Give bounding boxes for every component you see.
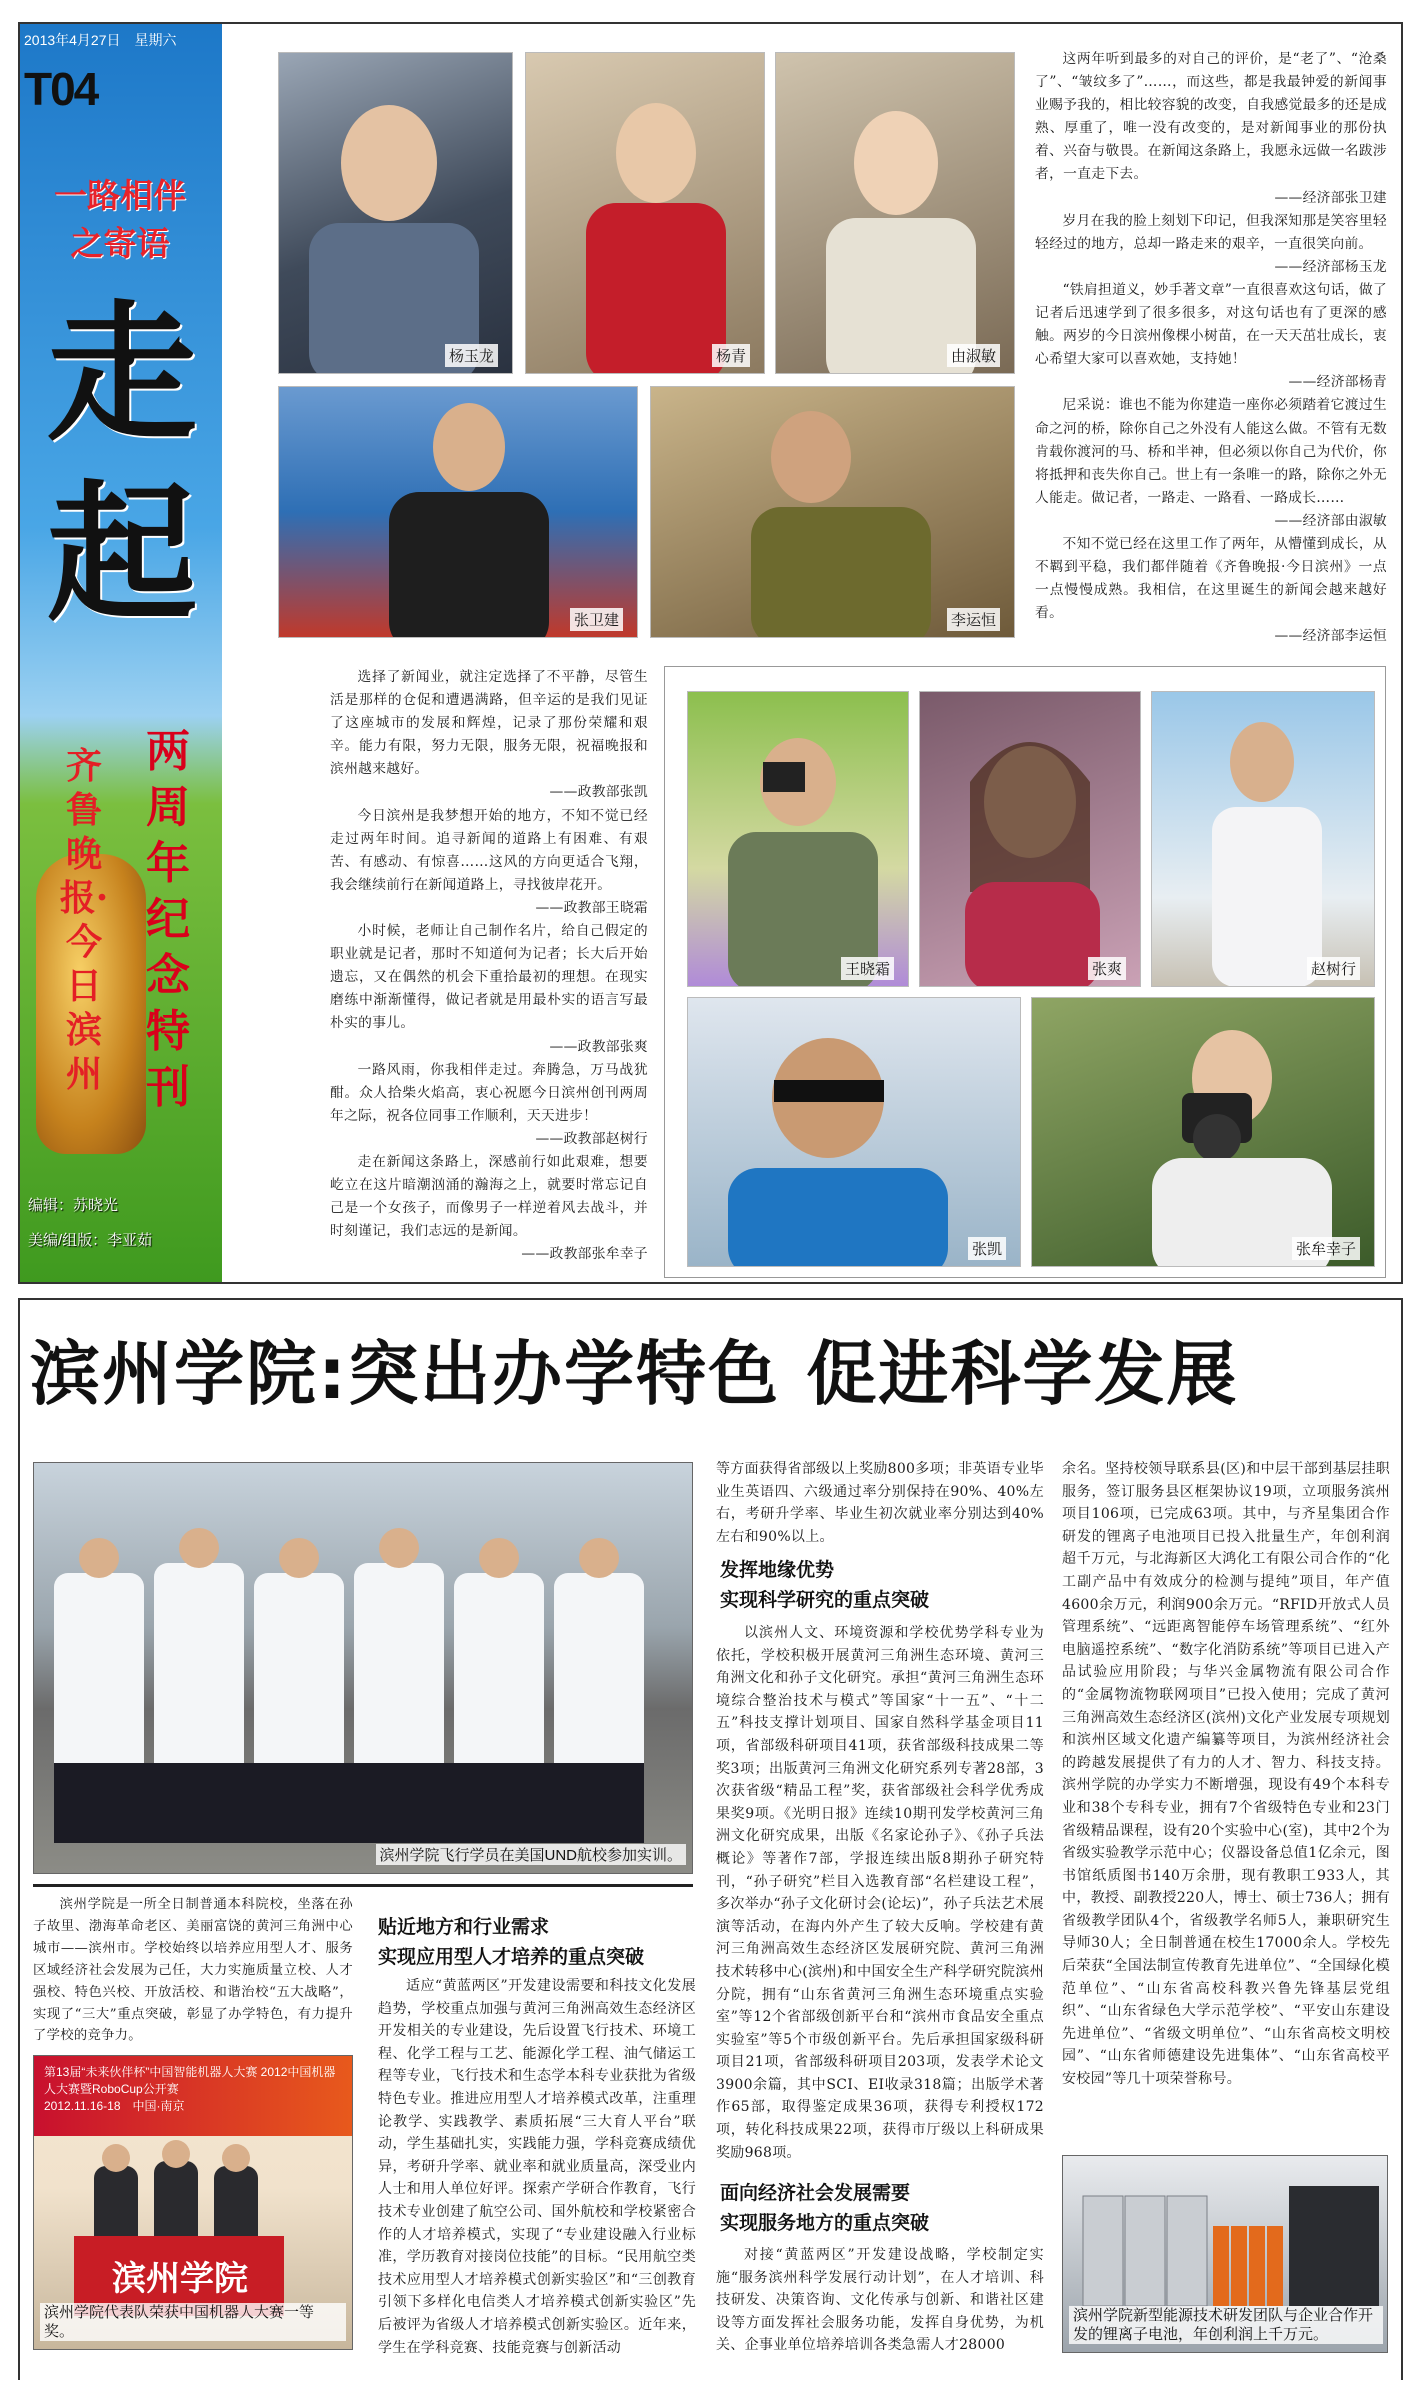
section2-subheading: 实现科学研究的重点突破 <box>720 1589 930 1611</box>
portrait-photo <box>775 52 1015 374</box>
photo-caption: 滨州学院飞行学员在美国UND航校参加实训。 <box>376 1844 687 1865</box>
section2-intro <box>716 1458 1044 1548</box>
camera-person-icon <box>688 692 909 987</box>
person-silhouette-icon <box>776 53 1015 374</box>
photo-caption: 赵树行 <box>1307 957 1360 980</box>
sidebar-subtitle-line1: 一路相伴 <box>54 176 186 215</box>
right-quote-text: “铁肩担道义，妙手著文章”一直很喜欢这句话，做了记者后迅速学到了很多很多，对这句话也有了更深的感触。两岁的今日滨州像棵小树苗，在一天天茁壮成长，衷心希望大家可以喜欢她，支持她！ <box>1035 281 1387 368</box>
photo-caption: 张爽 <box>1088 957 1126 980</box>
sidebar-big-char-1: 走 <box>46 286 197 462</box>
middle-quote-text: 一路风雨，你我相伴走过。奔腾急，万马战犹酣。众人拾柴火焰高，衷心祝愿今日滨州创刊两周年之际，祝各位同事工作顺利，天天进步！ <box>330 1061 648 1124</box>
gallery-photo <box>1151 691 1375 987</box>
middle-quote-text: 选择了新闻业，就注定选择了不平静，尽管生活是那样的仓促和遭遇满路，但辛运的是我们见证了这座城市的发展和辉煌，记录了那份荣耀和艰辛。能力有限，努力无限，服务无限，祝福晚报和滨州越来越好。 <box>330 669 648 778</box>
section1-subheading: 实现应用型人才培养的重点突破 <box>378 1946 645 1968</box>
right-quote-text: 这两年听到最多的对自己的评价，是“老了”、“沧桑了”、“皱纹多了”……，而这些，都是我最钟爱的新闻事业赐予我的，相比较容貌的改变，自我感觉最多的还是成熟、厚重了，唯一没有改变的，是对新闻事业的那份执着、兴奋与敬畏。在新闻这条路上，我愿永远做一名跋涉者，一直走下去。 <box>1035 51 1387 183</box>
gallery-photo <box>687 997 1021 1267</box>
right-quote-signature: ——经济部李运恒 <box>1274 628 1387 645</box>
banner-date: 2012.11.16-18 中国·南京 <box>44 2099 185 2113</box>
middle-quote-signature: ——政教部张凯 <box>549 784 648 801</box>
section1-body <box>378 1975 696 2359</box>
right-quote-signature: ——经济部由淑敏 <box>1274 512 1387 529</box>
portrait-photo <box>525 52 765 374</box>
section3-text: 对接“黄蓝两区”开发建设战略，学校制定实施“服务滨州科学发展行动计划”，在人才培训、科技研发、决策咨询、文化传承与创新、和谐社区建设等方面发挥社会服务功能，发挥自身优势，为机关、企事业单位培养培训各类急需人才28000 <box>716 2247 1044 2354</box>
contest-banner <box>34 2056 353 2136</box>
person-silhouette-icon <box>651 387 1015 638</box>
gallery-photo <box>919 691 1141 987</box>
right-quote-signature: ——经济部杨青 <box>1288 374 1387 391</box>
section2-heading: 发挥地缘优势 <box>720 1559 835 1581</box>
section4-text: 余名。坚持校领导联系县(区)和中层干部到基层挂职服务，签订服务县区框架协议19项，立项服务滨州项目106项，已完成63项。其中，与齐星集团合作研发的锂离子电池项目已投入批量生产，年创利润超千万元，与北海新区大鸿化工有限公司合作的“化工副产品中有效成分的检测与提纯”项目，年产值4600余万元，利润900余万元。“RFID开放式人员管理系统”、“远距离智能停车场管理系统”、“红外电脑遥控系统”、“数字化消防系统”等项目已进入产品试验应用阶段；与华兴金属物流有限公司合作的“金属物流物联网项目”已投入使用；完成了黄河三角洲高效生态经济区(滨州)文化产业发展专项规划和滨州区域文化遗产编纂等项目，为滨州经济社会的跨越发展提供了有力的人才、智力、科技支持。滨州学院的办学实力不断增强，现设有49个本科专业和38个专科专业，拥有7个省级特色专业和23门省级精品课程，设有20个实验中心(室)，其中2个为省级实验教学示范中心；仪器设备总值1亿余元，图书馆纸质图书140万余册，现有教职工933人，其中，教授、副教授220人，博士、硕士736人；拥有省级教学团队4个，省级教学名师5人，兼职研究生导师30人；全日制普通在校生17000余人。学校先后荣获“全国法制宣传教育先进单位”、“全国绿化模范单位”、“山东省高校科教兴鲁先锋基层党组织”、“山东省绿色大学示范学校”、“平安山东建设先进单位”、“省级文明单位”、“山东省高校文明校园”、“山东省师德建设先进集体”、“山东省高校平安校园”等几十项荣誉称号。 <box>1062 1461 1390 2088</box>
photo-caption: 杨玉龙 <box>445 344 498 367</box>
designer-credit: 美编/组版：李亚茹 <box>28 1232 153 1249</box>
section2-text: 以滨州人文、环境资源和学校优势学科专业为依托，学校积极开展黄河三角洲生态环境、黄河三角洲文化和孙子文化研究。承担“黄河三角洲生态环境综合整治技术与模式”等国家“十一五”、“十二五”科技支撑计划项目、国家自然科学基金项目11项，省部级科研项目41项，获省部级科技成果二等奖3项；出版黄河三角洲文化研究系列专著28部，3次获省级“精品工程”奖，获省部级社会科学优秀成果奖9项。《光明日报》连续10期刊发学校黄河三角洲文化研究成果，出版《名家论孙子》、《孙子兵法概论》等著作7部，学报连续出版8期孙子研究特刊，“孙子研究”栏目入选教育部“名栏建设工程”，多次举办“孙子文化研讨会(论坛)”，孙子兵法艺术展演等活动，在海内外产生了较大反响。学校建有黄河三角洲高效生态经济区发展研究院、黄河三角洲技术转移中心(滨州)和中国安全生产科学研究院滨州分院，拥有“山东省黄河三角洲生态环境重点实验室”等12个省部级创新平台和“滨州市食品安全重点实验室”等5个市级创新平台。先后承担国家级科研项目21项，省部级科研项目203项，发表学术论文3900余篇，其中SCI、EI收录318篇；出版学术著作65部，取得鉴定成果36项，获得专利授权172项，转化科技成果22项，获得市厅级以上科研成果奖励968项。 <box>716 1625 1044 2161</box>
portrait-photo <box>278 52 513 374</box>
portrait-photo <box>278 386 638 638</box>
pilot-students-photo <box>33 1462 693 1874</box>
middle-quotes-column <box>330 666 648 1266</box>
photo-caption: 张凯 <box>968 1237 1006 1260</box>
section3-body <box>716 2244 1044 2357</box>
middle-quote-text: 小时候，老师让自己制作名片，给自己假定的职业就是记者，那时不知道何为记者；长大后开始遗忘，又在偶然的机会下重拾最初的理想。在现实磨练中渐渐懂得，做记者就是用最朴实的语言写最朴实的事儿。 <box>330 923 648 1032</box>
group-photo-graphic <box>34 1463 693 1874</box>
photo-caption: 滨州学院新型能源技术研发团队与企业合作开发的锂离子电池，年创利润上千万元。 <box>1069 2306 1383 2344</box>
team-flag-text: 滨州学院 <box>112 2259 248 2299</box>
photo-caption: 张卫建 <box>570 608 623 631</box>
section1-text: 适应“黄蓝两区”开发建设需要和科技文化发展趋势，学校重点加强与黄河三角洲高效生态经济区开发相关的专业建设，先后设置飞行技术、环境工程、化学工程与工艺、能源化学工程、油气储运工程等专业，飞行技术和生态学本科专业获批为省级特色专业。推进应用型人才培养模式改革，注重理论教学、实践教学、素质拓展“三大育人平台”联动，学生基础扎实，实践能力强，学科竞赛成绩优异，考研升学率、就业率和就业质量高，深受业内人士和用人单位好评。探索产学研合作教育，飞行技术专业创建了航空公司、国外航校和学校紧密合作的人才培养模式，实现了“专业建设融入行业标准，学历教育对接岗位技能”的目标。“民用航空类技术应用型人才培养模式创新实验区”和“三创教育引领下多样化电信类人才培养模式创新实验区”先后被评为省级人才培养模式创新实验区。近年来，学生在学科竞赛、技能竞赛与创新活动 <box>378 1978 696 2356</box>
person-silhouette-icon <box>920 692 1141 987</box>
right-quote-signature: ——经济部张卫建 <box>1274 189 1387 206</box>
middle-quote-text: 走在新闻这条路上，深感前行如此艰难，想要屹立在这片暗潮汹涌的瀚海之上，就要时常忘记自己是一个女孩子，而像男子一样逆着风去战斗，并时刻谨记，我们志远的是新闻。 <box>330 1153 648 1240</box>
right-quotes-column <box>1035 48 1387 648</box>
photo-gallery <box>664 666 1386 1278</box>
right-quote-text: 不知不觉已经在这里工作了两年，从懵懂到成长，从不羁到平稳，我们都伴随着《齐鲁晚报·今日滨州》一点一点慢慢成熟。我相信，在这里诞生的新闻会越来越好看。 <box>1035 535 1387 622</box>
section2-intro-text: 等方面获得省部级以上奖励800多项；非英语专业毕业生英语四、六级通过率分别保持在90%、40%左右，考研升学率、毕业生初次就业率分别达到40%左右和90%以上。 <box>716 1461 1044 1545</box>
editor-credit: 编辑：苏晓光 <box>28 1197 119 1214</box>
issue-date: 2013年4月27日 星期六 <box>24 32 177 48</box>
page-number: T04 <box>24 63 98 115</box>
middle-quote-text: 今日滨州是我梦想开始的地方，不知不觉已经走过两年时间。追寻新闻的道路上有困难、有艰苦、有感动、有惊喜……这风的方向更适合飞翔，我会继续前行在新闻道路上，寻找彼岸花开。 <box>330 807 648 893</box>
portrait-photo <box>650 386 1015 638</box>
person-silhouette-icon <box>526 53 765 374</box>
middle-quote-signature: ——政教部张爽 <box>549 1038 648 1055</box>
middle-quote-signature: ——政教部赵树行 <box>535 1130 648 1147</box>
section4-body <box>1062 1458 1390 2091</box>
newspaper-brand-logo: 齐鲁晚报·今日滨州 <box>59 745 109 1095</box>
gallery-photo <box>1031 997 1375 1267</box>
right-quote-signature: ——经济部杨玉龙 <box>1274 258 1387 275</box>
person-silhouette-icon <box>279 387 638 638</box>
section2-body <box>716 1622 1044 2164</box>
middle-quote-signature: ——政教部张牟幸子 <box>521 1246 648 1263</box>
divider <box>33 1884 693 1887</box>
right-quote-text: 岁月在我的脸上刻划下印记，但我深知那是笑容里轻轻经过的地方，总却一路走来的艰辛，一直很笑向前。 <box>1035 212 1387 252</box>
camera-person-icon <box>1032 998 1375 1267</box>
section3-heading: 面向经济社会发展需要 <box>720 2182 911 2204</box>
photo-caption: 杨青 <box>712 344 750 367</box>
person-silhouette-icon <box>279 53 513 374</box>
photo-caption: 李运恒 <box>947 608 1000 631</box>
sidebar-subtitle-line2: 之寄语 <box>70 224 170 263</box>
photo-caption: 由淑敏 <box>947 344 1000 367</box>
banner-text: 第13届“未来伙伴杯”中国智能机器人大赛 2012中国机器人大赛暨RoboCup公开赛 <box>44 2065 336 2096</box>
right-quote-text: 尼采说：谁也不能为你建造一座你必须踏着它渡过生命之河的桥，除你自己之外没有人能这么做。不管有无数肯载你渡河的马、桥和半神，但必须以你自己为代价，你将抵押和丧失你自己。世上有一条唯一的路，除你之外无人能走。做记者，一路走、一路看、一路成长…… <box>1035 397 1387 506</box>
person-silhouette-icon <box>688 998 1021 1267</box>
photo-caption: 王晓霜 <box>841 957 894 980</box>
lead-text: 滨州学院是一所全日制普通本科院校，坐落在孙子故里、渤海革命老区、美丽富饶的黄河三角洲中心城市——滨州市。学校始终以培养应用型人才、服务区域经济社会发展为己任，大力实施质量立校、人才强校、特色兴校、开放活校、和谐治校“五大战略”，实现了“三大”重点突破，彰显了办学特色，有力提升了学校的竞争力。 <box>33 1897 353 2044</box>
article-headline: 滨州学院:突出办学特色 促进科学发展 <box>30 1333 1239 1415</box>
section3-subheading: 实现服务地方的重点突破 <box>720 2212 930 2234</box>
anniversary-title: 两周年纪念特刊 <box>146 726 190 1113</box>
section1-heading: 贴近地方和行业需求 <box>378 1916 550 1938</box>
gallery-photo <box>687 691 909 987</box>
sidebar-big-char-2: 起 <box>46 466 197 642</box>
middle-quote-signature: ——政教部王晓霜 <box>535 899 648 916</box>
person-silhouette-icon <box>1152 692 1375 987</box>
battery-photo <box>1062 2155 1388 2353</box>
robot-contest-photo <box>33 2055 353 2350</box>
section-sidebar <box>20 24 222 1282</box>
photo-caption: 滨州学院代表队荣获中国机器人大赛一等奖。 <box>40 2303 346 2341</box>
lead-paragraph <box>33 1894 353 2047</box>
photo-caption: 张牟幸子 <box>1292 1237 1360 1260</box>
